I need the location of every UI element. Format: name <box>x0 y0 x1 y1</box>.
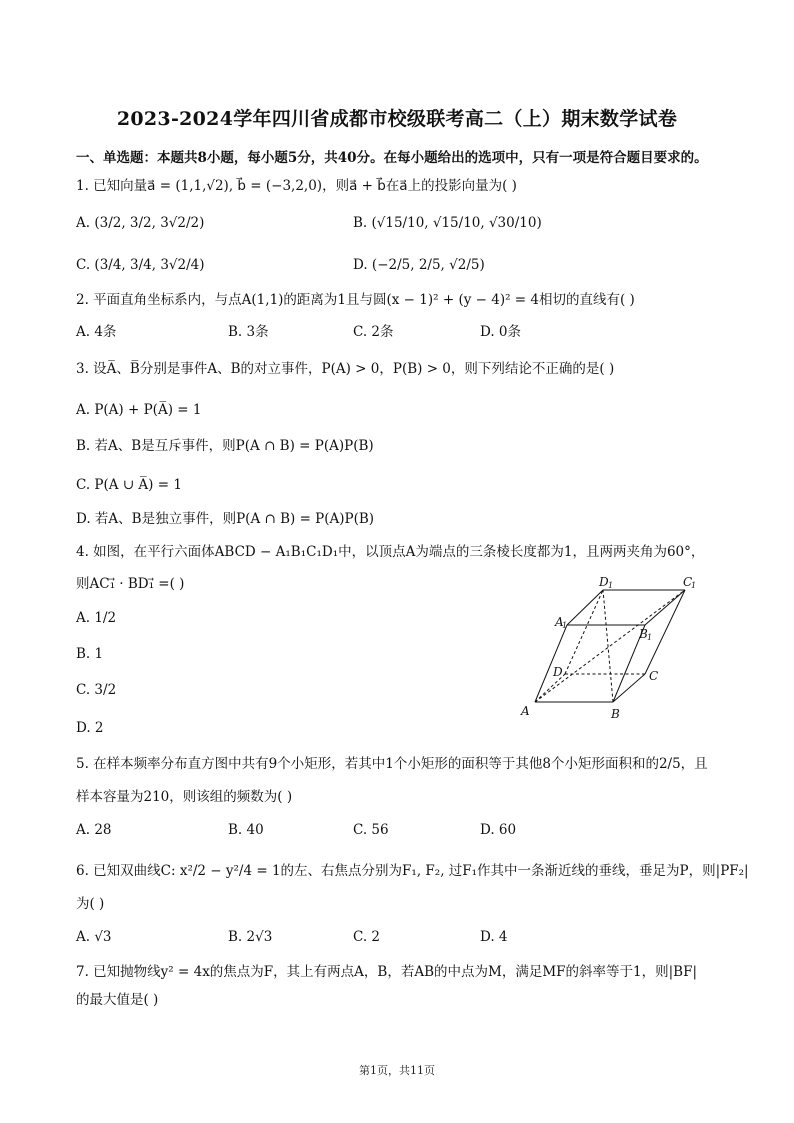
edge-b1c1 <box>645 590 685 625</box>
question-5-stem-line1: 5. 在样本频率分布直方图中共有9个小矩形，若其中1个小矩形的面积等于其他8个小矩形面积和的2/5，且 <box>76 756 708 772</box>
label-a: A <box>521 704 530 718</box>
question-4-option-a: A. 1/2 <box>76 610 117 626</box>
label-c1-subscript: 1 <box>691 581 697 590</box>
question-5-option-b: B. 40 <box>228 822 264 838</box>
label-d: D <box>553 665 563 679</box>
page-title: 2023-2024学年四川省成都市校级联考高二（上）期末数学试卷 <box>116 108 678 130</box>
question-3-option-c: C. P(A ∪ A̅) = 1 <box>76 477 182 493</box>
question-6-option-b: B. 2√3 <box>228 929 273 945</box>
label-b1: B <box>639 627 648 641</box>
question-4-option-b: B. 1 <box>76 646 104 662</box>
question-2-stem: 2. 平面直角坐标系内，与点A(1,1)的距离为1且与圆(x − 1)² + (y − 4)² = 4相切的直线有( ) <box>76 292 635 308</box>
label-b1-subscript: 1 <box>647 633 653 642</box>
question-5-option-a: A. 28 <box>76 822 112 838</box>
question-7-stem-line2: 的最大值是( ) <box>76 992 159 1008</box>
diagonal-bd1 <box>603 590 613 702</box>
question-6-stem-line2: 为( ) <box>76 896 105 912</box>
section-heading: 一、单选题：本题共8小题，每小题5分，共40分。在每小题给出的选项中，只有一项是符合题目要求的。 <box>76 150 708 166</box>
edge-dd1 <box>565 590 603 674</box>
question-1-option-b: B. (√15/10, √15/10, √30/10) <box>353 215 542 231</box>
question-6-option-a: A. √3 <box>76 929 112 945</box>
question-2-option-a: A. 4条 <box>76 324 117 340</box>
label-b: B <box>611 707 620 721</box>
question-5-stem-line2: 样本容量为210，则该组的频数为( ) <box>76 789 293 805</box>
question-2-option-b: B. 3条 <box>228 324 269 340</box>
question-4-stem-line2: 则AC₁⃗ · BD₁⃗ =( ) <box>76 576 185 592</box>
question-6-option-d: D. 4 <box>480 929 508 945</box>
question-6-stem-line1: 6. 已知双曲线C: x²/2 − y²/4 = 1的左、右焦点分别为F₁, F₂, 过F₁作其中一条渐近线的垂线，垂足为P，则|PF₂| <box>76 863 749 879</box>
question-4-stem-line1: 4. 如图，在平行六面体ABCD − A₁B₁C₁D₁中，以顶点A为端点的三条棱长度都为1，且两两夹角为60°， <box>76 544 705 560</box>
edge-cc1 <box>645 590 685 674</box>
question-4-option-c: C. 3/2 <box>76 682 117 698</box>
question-1-option-c: C. (3/4, 3/4, 3√2/4) <box>76 257 205 273</box>
question-1-option-a: A. (3/2, 3/2, 3√2/2) <box>76 215 205 231</box>
label-c1: C <box>683 575 693 589</box>
edge-aa1 <box>535 625 567 702</box>
question-1-option-d: D. (−2/5, 2/5, √2/5) <box>353 257 485 273</box>
label-d1: D <box>599 575 609 589</box>
question-3-option-a: A. P(A) + P(A̅) = 1 <box>76 402 202 418</box>
parallelepiped-figure <box>515 572 695 724</box>
question-3-stem: 3. 设A̅、B̅分别是事件A、B的对立事件，P(A) > 0，P(B) > 0，则下列结论不正确的是( ) <box>76 361 615 377</box>
edge-a1d1 <box>567 590 603 625</box>
edge-bc <box>613 674 645 702</box>
question-5-option-c: C. 56 <box>353 822 389 838</box>
label-d1-subscript: 1 <box>608 581 614 590</box>
page-footer: 第1页，共11页 <box>359 1064 435 1077</box>
question-2-option-c: C. 2条 <box>353 324 394 340</box>
question-1-stem: 1. 已知向量a⃗ = (1,1,√2), b⃗ = (−3,2,0)，则a⃗ + b⃗在a⃗上的投影向量为( ) <box>76 178 517 194</box>
question-4-option-d: D. 2 <box>76 720 104 736</box>
question-3-option-b: B. 若A、B是互斥事件，则P(A ∩ B) = P(A)P(B) <box>76 438 374 454</box>
label-a1-subscript: 1 <box>562 621 568 630</box>
question-2-option-d: D. 0条 <box>480 324 522 340</box>
label-c: C <box>649 669 659 683</box>
diagonal-ac1 <box>535 590 685 702</box>
question-5-option-d: D. 60 <box>480 822 517 838</box>
question-6-option-c: C. 2 <box>353 929 381 945</box>
question-3-option-d: D. 若A、B是独立事件，则P(A ∩ B) = P(A)P(B) <box>76 511 375 527</box>
question-7-stem-line1: 7. 已知抛物线y² = 4x的焦点为F，其上有两点A，B，若AB的中点为M，满足MF的斜率等于1，则|BF| <box>76 964 697 980</box>
label-a1: A <box>555 615 564 629</box>
